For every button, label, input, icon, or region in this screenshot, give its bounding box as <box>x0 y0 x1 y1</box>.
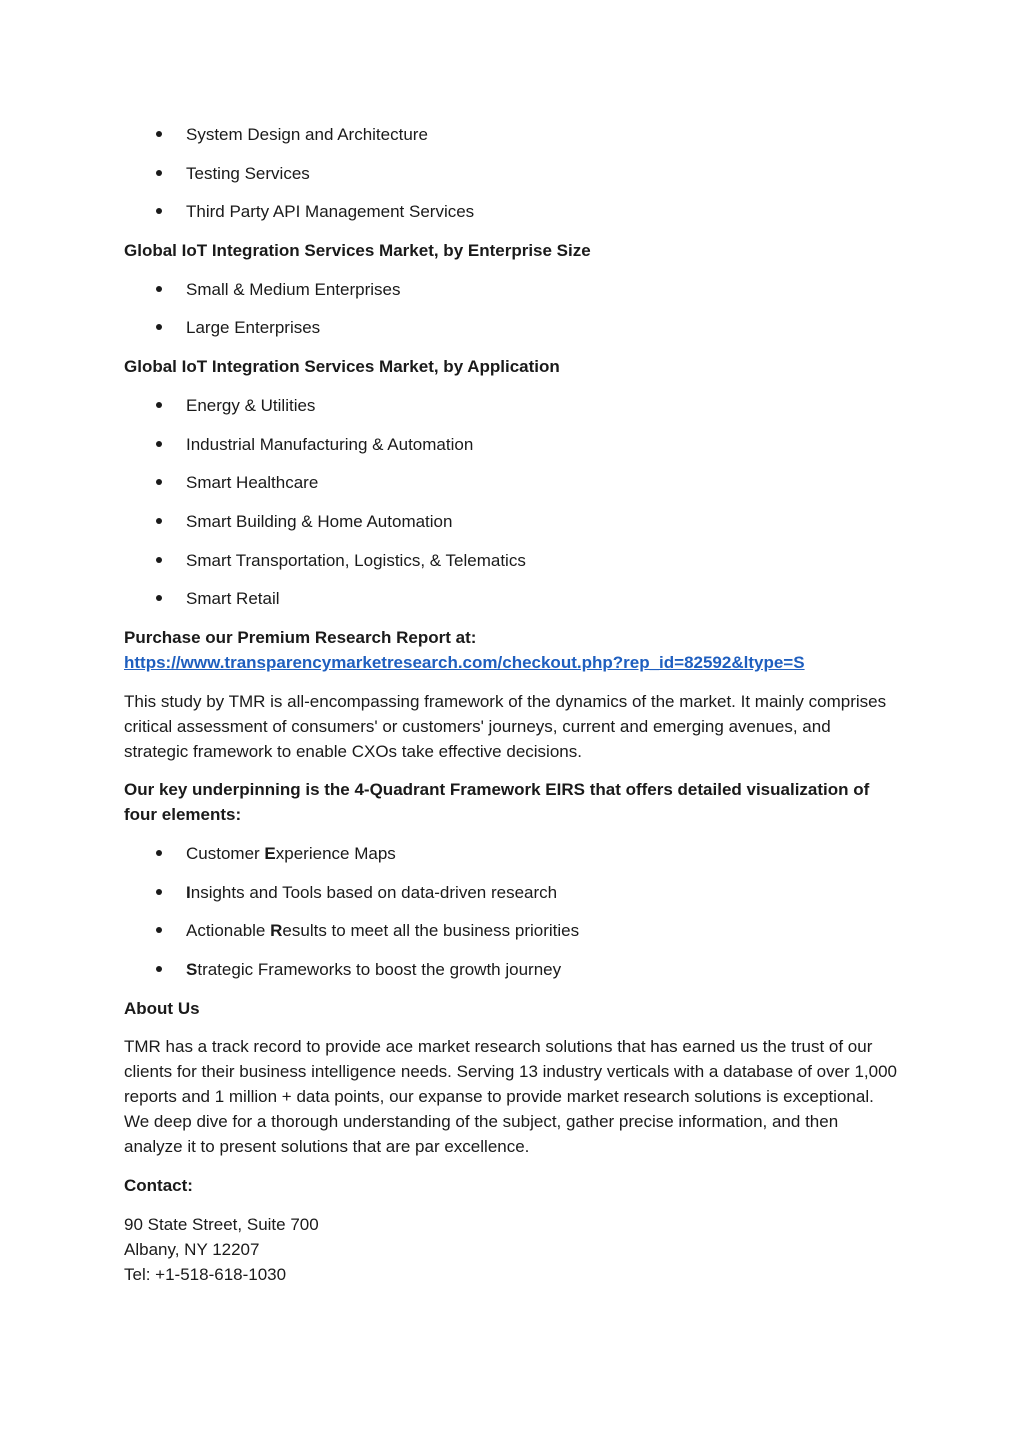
framework-list <box>124 841 899 982</box>
phone-number: Tel: +1-518-618-1030 <box>124 1264 287 1284</box>
framework-heading: Our key underpinning is the 4-Quadrant Framework EIRS that offers detailed visualization of four elements: <box>124 780 870 825</box>
item-initial: S <box>186 960 198 980</box>
study-paragraph: This study by TMR is all-encompassing framework of the dynamics of the market. It mainly comprises critical assessment of consumers' or customers' journeys, current and emerging avenues, and strategic framework to enable CXOs take effective decisions. <box>124 691 887 761</box>
bullet-icon <box>156 324 162 330</box>
bullet-icon <box>156 402 162 408</box>
list-item <box>124 393 899 418</box>
bullet-icon <box>156 518 162 524</box>
address-line-1: 90 State Street, Suite 700 <box>124 1214 319 1234</box>
services-list <box>124 122 899 224</box>
bullet-icon <box>156 286 162 292</box>
list-item-text: System Design and Architecture <box>186 125 428 144</box>
bullet-icon <box>156 595 162 601</box>
list-item-text: Smart Building & Home Automation <box>186 511 453 531</box>
item-suffix: xperience Maps <box>275 844 396 863</box>
list-item <box>124 509 899 534</box>
bullet-icon <box>156 927 162 933</box>
document-page <box>124 122 899 1287</box>
bullet-icon <box>156 131 162 137</box>
bullet-icon <box>156 557 162 563</box>
list-item <box>124 548 899 573</box>
contact-heading: Contact: <box>124 1176 193 1196</box>
list-item <box>124 841 899 866</box>
list-item <box>124 315 899 340</box>
list-item-text: Energy & Utilities <box>186 395 316 415</box>
list-item <box>124 918 899 943</box>
item-initial: E <box>264 844 276 863</box>
list-item-text: Small & Medium Enterprises <box>186 279 401 299</box>
list-item <box>124 470 899 495</box>
item-prefix: Customer <box>186 844 265 863</box>
item-suffix: nsights and Tools based on data-driven research <box>190 882 558 902</box>
item-initial: R <box>270 921 283 941</box>
enterprise-size-list <box>124 277 899 341</box>
list-item-text: Smart Retail <box>186 589 280 609</box>
item-suffix: esults to meet all the business priorities <box>282 921 580 941</box>
list-item-text: Smart Healthcare <box>186 473 319 493</box>
application-list <box>124 393 899 611</box>
list-item-text: Smart Transportation, Logistics, & Telematics <box>186 550 526 570</box>
bullet-icon <box>156 170 162 176</box>
list-item-text: Large Enterprises <box>186 318 321 338</box>
purchase-report-link[interactable]: https://www.transparencymarketresearch.com/checkout.php?rep_id=82592&ltype=S <box>124 652 805 672</box>
bullet-icon <box>156 479 162 485</box>
list-item-text: Industrial Manufacturing & Automation <box>186 434 474 454</box>
purchase-block <box>124 625 899 675</box>
address-line-2: Albany, NY 12207 <box>124 1239 260 1259</box>
list-item <box>124 957 899 982</box>
bullet-icon <box>156 966 162 972</box>
contact-details <box>124 1212 899 1287</box>
purchase-label: Purchase our Premium Research Report at: <box>124 627 477 647</box>
list-item <box>124 122 899 147</box>
list-item <box>124 161 899 186</box>
item-suffix: trategic Frameworks to boost the growth journey <box>197 960 562 980</box>
bullet-icon <box>156 850 162 856</box>
enterprise-size-heading: Global IoT Integration Services Market, by Enterprise Size <box>124 241 591 261</box>
bullet-icon <box>156 441 162 447</box>
application-heading: Global IoT Integration Services Market, by Application <box>124 357 560 377</box>
bullet-icon <box>156 889 162 895</box>
item-prefix: Actionable <box>186 921 271 941</box>
list-item <box>124 586 899 611</box>
list-item <box>124 199 899 224</box>
about-paragraph: TMR has a track record to provide ace market research solutions that has earned us the trust of our clients for their business intelligence needs. Serving 13 industry verticals with a database of over 1,000 reports and 1 million + data points, our expanse to provide market research solutions is exceptional. We deep dive for a thorough understanding of the subject, gather precise information, and then analyze it to present solutions that are par excellence. <box>124 1037 897 1157</box>
list-item <box>124 277 899 302</box>
about-heading: About Us <box>124 998 200 1018</box>
list-item <box>124 432 899 457</box>
bullet-icon <box>156 208 162 214</box>
list-item-text: Third Party API Management Services <box>186 202 475 222</box>
list-item-text: Testing Services <box>186 163 310 183</box>
item-initial: I <box>186 882 191 902</box>
list-item <box>124 880 899 905</box>
